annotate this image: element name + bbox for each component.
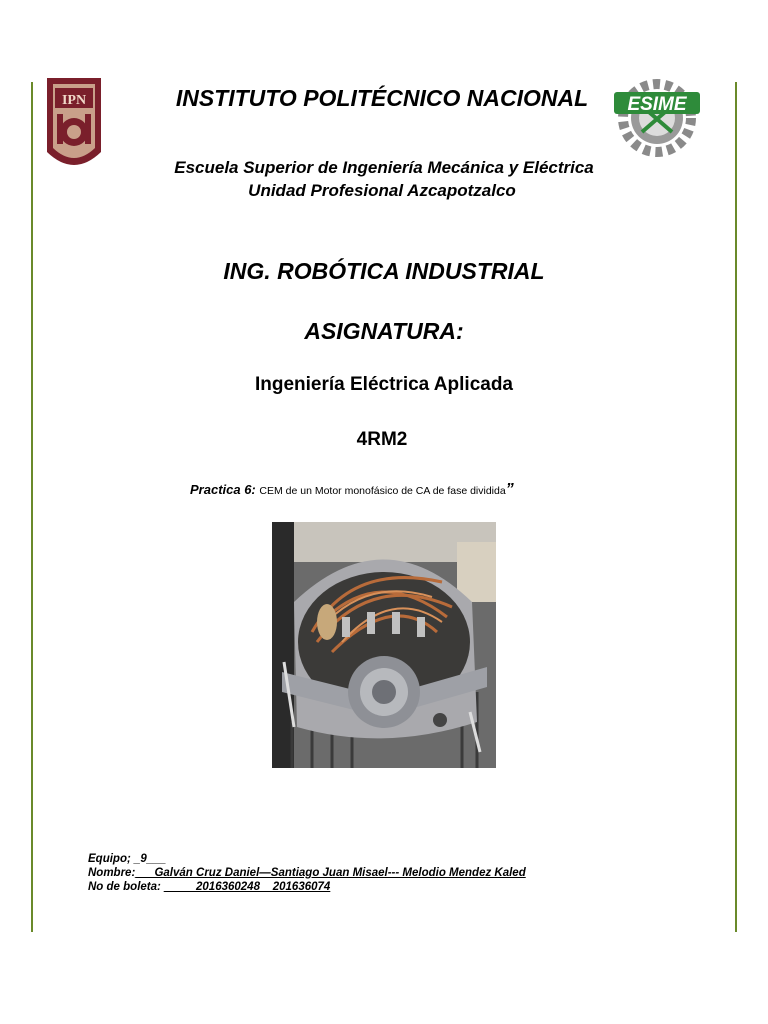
esime-logo-text: ESIME [627,94,687,115]
names-label: Nombre: [88,867,136,879]
subject-heading: ASIGNATURA: [304,318,464,344]
boleta-line [88,880,526,894]
left-margin-line [31,82,33,932]
boleta-value: _____2016360248 201636074 [164,881,331,893]
institution-title: INSTITUTO POLITÉCNICO NACIONAL [175,85,589,111]
practice-closing-quote: ” [505,481,514,498]
practice-label: Practica 6: [190,482,256,497]
names-value: ___Galván Cruz Daniel—Santiago Juan Misael--- Melodio Mendez Kaled [135,867,526,879]
unit-name: Unidad Profesional Azcapotzalco [248,181,516,200]
team-label: Equipo; _ [88,853,141,865]
group-code: 4RM2 [356,429,408,450]
practice-title: CEM de un Motor monofásico de CA de fase dividida [259,485,506,497]
right-margin-line [735,82,737,932]
motor-photo [272,522,496,768]
career-title: ING. ROBÓTICA INDUSTRIAL [223,258,545,284]
footer-info [88,852,526,894]
practice-line [190,481,514,499]
names-line [88,866,526,880]
ipn-logo-text: IPN [61,93,87,108]
team-value: 9___ [140,853,166,865]
boleta-label: No de boleta: [88,881,165,893]
school-name: Escuela Superior de Ingeniería Mecánica y Eléctrica [174,158,594,177]
team-line [88,852,526,866]
subject-name: Ingeniería Eléctrica Aplicada [254,374,513,395]
